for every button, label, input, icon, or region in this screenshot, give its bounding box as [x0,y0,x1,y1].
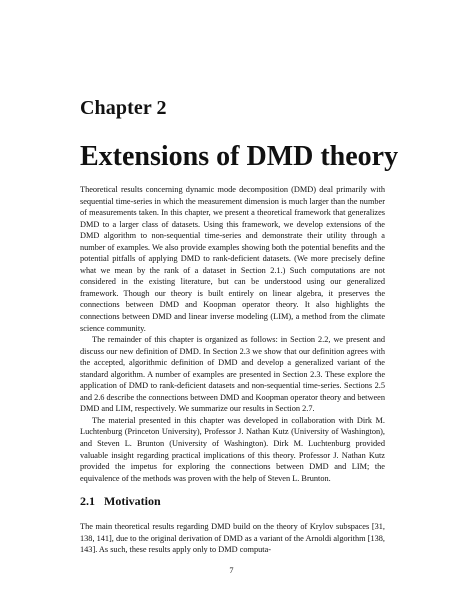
section-text [80,521,385,556]
section-heading [80,494,161,509]
chapter-title: Extensions of DMD theory [80,141,399,172]
intro-paragraph: Theoretical results concerning dynamic mode decomposition (DMD) deal primarily with sequential time-series in which the measurement dimension is much larger than the number of measurements taken. In this chapter, we present a theoretical framework that generalizes DMD to a larger class of datasets. Using this framework, we develop extensions of the DMD algorithm to non-sequential time-series and demonstrate their utility through a number of examples. We also provide examples showing both the potential benefits and the potential pitfalls of applying DMD to rank-deficient datasets. (We more precisely define what we mean by the rank of a dataset in Section 2.1.) Such computations are not considered in the existing literature, but can be understood using our generalized framework. Though our theory is built entirely on linear algebra, it preserves the connections between DMD and Koopman operator theory. It also highlights the connections between DMD and linear inverse modeling (LIM), a method from the climate science community. [80,185,385,333]
section-paragraph: The main theoretical results regarding DMD build on the theory of Krylov subspaces [31, 138, 141], due to the original derivation of DMD as a variant of the Arnoldi algorithm [138, 143]. As such, these results apply only to DMD computa- [80,522,385,555]
intro-text [80,184,385,484]
chapter-label: Chapter 2 [80,97,167,119]
page-number: 7 [229,566,234,575]
section-title: Motivation [104,494,161,508]
intro-paragraph: The remainder of this chapter is organized as follows: in Section 2.2, we present and discuss our new definition of DMD. In Section 2.3 we show that our definition agrees with the accepted, algorithmic definition of DMD and develop a generalized variant of the standard algorithm. A number of examples are presented in Section 2.3. These explore the application of DMD to rank-deficient datasets and non-sequential time-series. Sections 2.5 and 2.6 describe the connections between DMD and Koopman operator theory and between DMD and LIM, respectively. We summarize our results in Section 2.7. [80,335,385,414]
section-number: 2.1 [80,494,95,508]
intro-paragraph: The material presented in this chapter was developed in collaboration with Dirk M. Luchtenburg (Princeton University), Professor J. Nathan Kutz (University of Washington), and Steven L. Brunton (University of Washington). Dirk M. Luchtenburg provided valuable insight regarding practical implications of this theory. Professor J. Nathan Kutz provided the impetus for exploring the connections between DMD and LIM; the equivalence of the methods was proven with the help of Steven L. Brunton. [80,415,385,483]
